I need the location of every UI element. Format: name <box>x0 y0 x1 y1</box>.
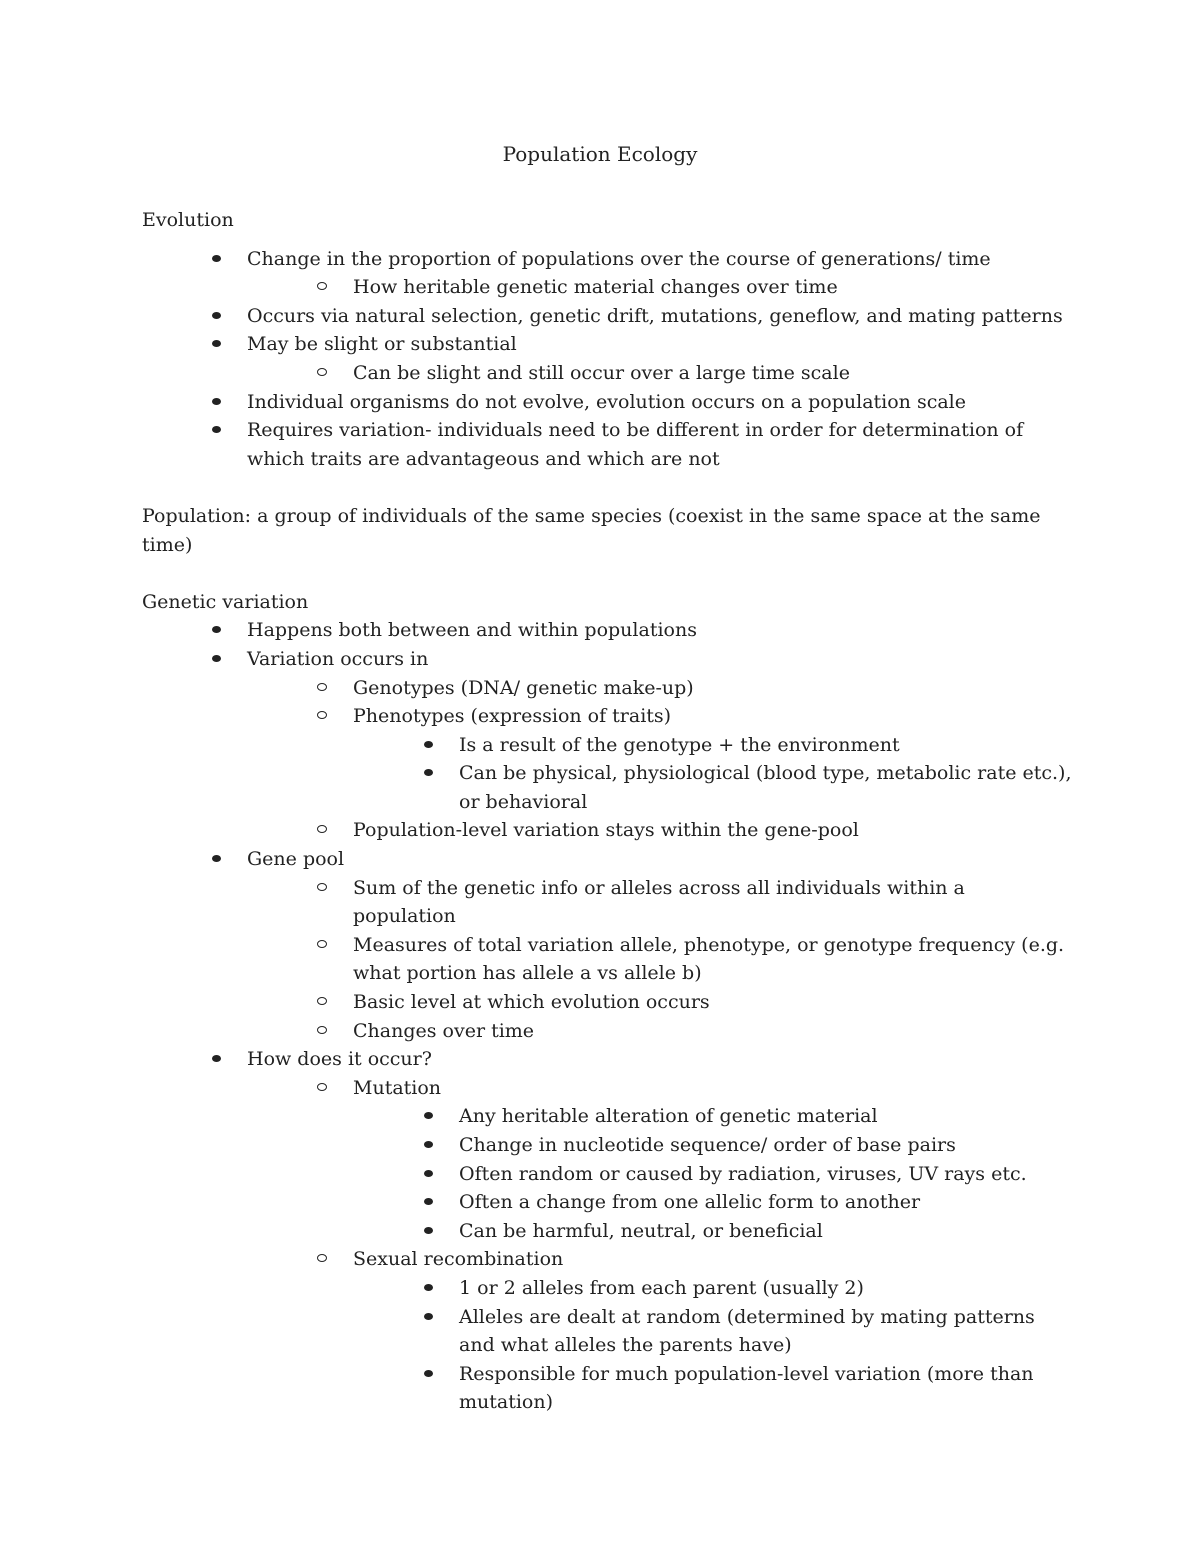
list-item: Often a change from one allelic form to another <box>142 1188 1072 1217</box>
list-item: Measures of total variation allele, phenotype, or genotype frequency (e.g. what portion has allele a vs allele b) <box>142 931 1072 988</box>
circle-bullet-icon <box>317 825 327 833</box>
bullet-icon <box>424 1198 433 1205</box>
list-item: Responsible for much population-level variation (more than mutation) <box>142 1360 1072 1417</box>
bullet-icon <box>212 1055 221 1062</box>
list-item: Requires variation- individuals need to be different in order for determination of which traits are advantageous and which are not <box>142 416 1072 473</box>
list-item: Variation occurs in <box>142 645 1072 674</box>
list-item: Occurs via natural selection, genetic drift, mutations, geneflow, and mating patterns <box>142 302 1072 331</box>
list-item: How does it occur? <box>142 1045 1072 1074</box>
bullet-icon <box>424 1370 433 1377</box>
list-item: Can be slight and still occur over a large time scale <box>142 359 1072 388</box>
bullet-icon <box>212 655 221 662</box>
list-item: Change in the proportion of populations over the course of generations/ time <box>142 245 1072 274</box>
bullet-icon <box>424 1170 433 1177</box>
list-item: Can be physical, physiological (blood type, metabolic rate etc.), or behavioral <box>142 759 1072 816</box>
circle-bullet-icon <box>317 1083 327 1091</box>
bullet-icon <box>424 741 433 748</box>
list-item: Happens both between and within populations <box>142 616 1072 645</box>
list-item: Alleles are dealt at random (determined by mating patterns and what alleles the parents have) <box>142 1303 1072 1360</box>
circle-bullet-icon <box>317 683 327 691</box>
list-item: Mutation <box>142 1074 1072 1103</box>
list-item: Changes over time <box>142 1017 1072 1046</box>
bullet-icon <box>424 769 433 776</box>
list-item: 1 or 2 alleles from each parent (usually 2) <box>142 1274 1072 1303</box>
circle-bullet-icon <box>317 997 327 1005</box>
list-item: Can be harmful, neutral, or beneficial <box>142 1217 1072 1246</box>
population-definition: Population: a group of individuals of the same species (coexist in the same space at the same time) <box>142 504 1041 556</box>
list-item: Is a result of the genotype + the environment <box>142 731 1072 760</box>
list-item: Population-level variation stays within the gene-pool <box>142 816 1072 845</box>
circle-bullet-icon <box>317 1254 327 1262</box>
circle-bullet-icon <box>317 711 327 719</box>
list-item: Genotypes (DNA/ genetic make-up) <box>142 674 1072 703</box>
document-body <box>142 206 1072 1417</box>
bullet-icon <box>212 255 221 262</box>
list-item: Gene pool <box>142 845 1072 874</box>
bullet-icon <box>424 1141 433 1148</box>
circle-bullet-icon <box>317 940 327 948</box>
bullet-icon <box>424 1112 433 1119</box>
bullet-icon <box>212 340 221 347</box>
bullet-icon <box>424 1227 433 1234</box>
bullet-icon <box>212 855 221 862</box>
list-item: Often random or caused by radiation, viruses, UV rays etc. <box>142 1160 1072 1189</box>
evolution-list <box>142 245 1072 474</box>
bullet-icon <box>212 626 221 633</box>
list-item: Sexual recombination <box>142 1245 1072 1274</box>
list-item: Change in nucleotide sequence/ order of base pairs <box>142 1131 1072 1160</box>
circle-bullet-icon <box>317 883 327 891</box>
list-item: How heritable genetic material changes over time <box>142 273 1072 302</box>
bullet-icon <box>424 1313 433 1320</box>
section-heading-evolution: Evolution <box>142 209 234 231</box>
list-item: Any heritable alteration of genetic material <box>142 1102 1072 1131</box>
section-heading-genetic-variation: Genetic variation <box>142 590 309 613</box>
bullet-icon <box>212 426 221 433</box>
list-item: May be slight or substantial <box>142 330 1072 359</box>
circle-bullet-icon <box>317 1026 327 1034</box>
bullet-icon <box>212 398 221 405</box>
list-item: Sum of the genetic info or alleles across all individuals within a population <box>142 874 1072 931</box>
bullet-icon <box>424 1284 433 1291</box>
circle-bullet-icon <box>317 368 327 376</box>
list-item: Individual organisms do not evolve, evolution occurs on a population scale <box>142 388 1072 417</box>
document-title: Population Ecology <box>502 142 698 166</box>
circle-bullet-icon <box>317 282 327 290</box>
genetic-variation-list <box>142 616 1072 1417</box>
list-item: Phenotypes (expression of traits) <box>142 702 1072 731</box>
bullet-icon <box>212 312 221 319</box>
list-item: Basic level at which evolution occurs <box>142 988 1072 1017</box>
